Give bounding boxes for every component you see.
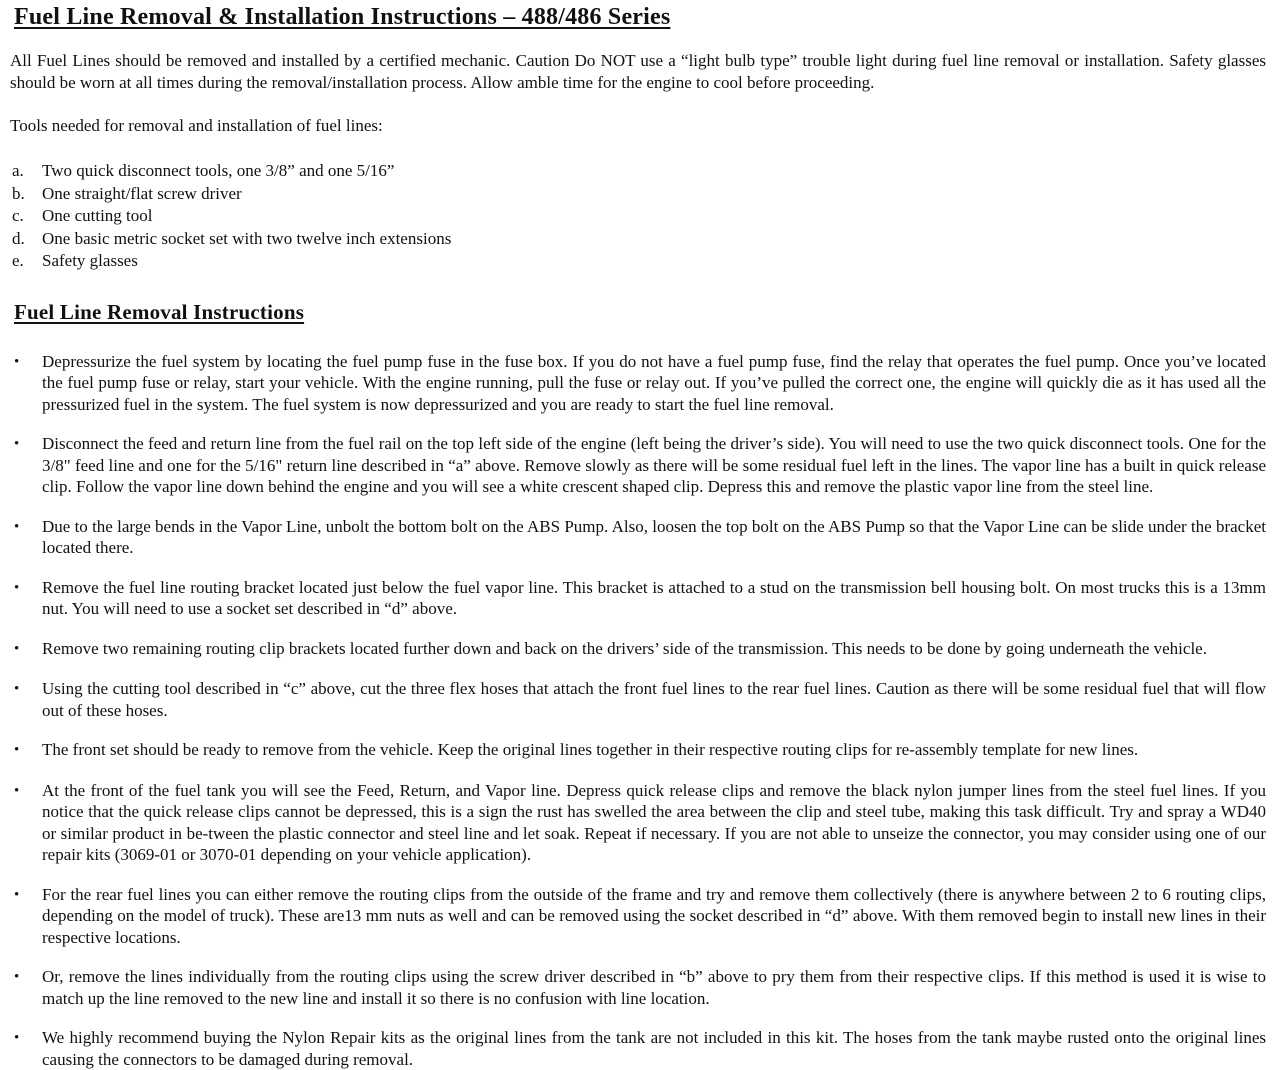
step-text: Remove the fuel line routing bracket located just below the fuel vapor line. This bracket is attached to a stud on the transmission bell housing bolt. On most trucks this is a 13mm nut. You will need to use a socket set described in “d” above. <box>42 577 1266 620</box>
bullet-icon: • <box>14 966 42 1009</box>
step-list-item <box>14 780 1266 866</box>
tool-item-letter: a. <box>12 160 42 183</box>
step-text: For the rear fuel lines you can either remove the routing clips from the outside of the frame and try and remove them collectively (there is anywhere between 2 to 6 routing clips, depending on the model of truck). These are13 mm nuts as well and can be removed using the socket described in “d” above. With them removed begin to install new lines in their respective locations. <box>42 884 1266 949</box>
tools-heading: Tools needed for removal and installation of fuel lines: <box>10 115 1266 136</box>
document-title: Fuel Line Removal & Installation Instructions – 488/486 Series <box>14 4 1266 31</box>
bullet-icon: • <box>14 780 42 866</box>
tool-item-letter: b. <box>12 183 42 206</box>
tool-item-letter: e. <box>12 250 42 273</box>
step-text: We highly recommend buying the Nylon Repair kits as the original lines from the tank are not included in this kit. The hoses from the tank maybe rusted onto the original lines causing the connectors to be damaged during removal. <box>42 1027 1266 1070</box>
bullet-icon: • <box>14 884 42 949</box>
tool-item-text: One cutting tool <box>42 205 152 228</box>
tools-list <box>10 160 1266 273</box>
tool-item-text: One basic metric socket set with two twelve inch extensions <box>42 228 451 251</box>
step-list-item <box>14 1027 1266 1070</box>
step-list-item <box>14 638 1266 661</box>
tool-list-item <box>12 250 1266 273</box>
intro-paragraph: All Fuel Lines should be removed and installed by a certified mechanic. Caution Do NOT use a “light bulb type” trouble light during fuel line removal or installation. Safety glasses should be worn at all times during the removal/installation process. Allow amble time for the engine to cool before proceeding. <box>10 50 1266 93</box>
tool-item-text: Safety glasses <box>42 250 138 273</box>
step-text: Using the cutting tool described in “c” above, cut the three flex hoses that attach the front fuel lines to the rear fuel lines. Caution as there will be some residual fuel that will flow out of these hoses. <box>42 678 1266 721</box>
step-text: Remove two remaining routing clip brackets located further down and back on the drivers’ side of the transmission. This needs to be done by going underneath the vehicle. <box>42 638 1266 661</box>
step-list-item <box>14 739 1266 762</box>
bullet-icon: • <box>14 1027 42 1070</box>
step-text: Depressurize the fuel system by locating the fuel pump fuse in the fuse box. If you do not have a fuel pump fuse, find the relay that operates the fuel pump. Once you’ve located the fuel pump fuse or relay, start your vehicle. With the engine running, pull the fuse or relay out. If you’ve pulled the correct one, the engine will quickly die as it has used all the pressurized fuel in the system. The fuel system is now depressurized and you are ready to start the fuel line removal. <box>42 351 1266 416</box>
bullet-icon: • <box>14 351 42 416</box>
steps-list <box>10 351 1266 1070</box>
bullet-icon: • <box>14 678 42 721</box>
step-list-item <box>14 884 1266 949</box>
bullet-icon: • <box>14 516 42 559</box>
step-text: At the front of the fuel tank you will see the Feed, Return, and Vapor line. Depress quick release clips and remove the black nylon jumper lines from the steel fuel lines. If you notice that the quick release clips cannot be depressed, this is a sign the rust has swelled the area between the clip and steel tube, making this task difficult. Try and spray a WD40 or similar product in be-tween the plastic connector and steel line and let soak. Repeat if necessary. If you are not able to unseize the connector, you may consider using one of our repair kits (3069-01 or 3070-01 depending on your vehicle application). <box>42 780 1266 866</box>
step-list-item <box>14 516 1266 559</box>
bullet-icon: • <box>14 638 42 661</box>
tool-item-letter: d. <box>12 228 42 251</box>
step-list-item <box>14 577 1266 620</box>
bullet-icon: • <box>14 739 42 762</box>
section-heading-removal-instructions: Fuel Line Removal Instructions <box>14 300 1266 325</box>
step-list-item <box>14 351 1266 416</box>
step-text: The front set should be ready to remove from the vehicle. Keep the original lines together in their respective routing clips for re-assembly template for new lines. <box>42 739 1266 762</box>
tool-item-text: Two quick disconnect tools, one 3/8” and one 5/16” <box>42 160 394 183</box>
step-text: Disconnect the feed and return line from the fuel rail on the top left side of the engine (left being the driver’s side). You will need to use the two quick disconnect tools. One for the 3/8" feed line and one for the 5/16" return line described in “a” above. Remove slowly as there will be some residual fuel left in the lines. The vapor line has a built in quick release clip. Follow the vapor line down behind the engine and you will see a white crescent shaped clip. Depress this and remove the plastic vapor line from the steel line. <box>42 433 1266 498</box>
step-text: Or, remove the lines individually from the routing clips using the screw driver described in “b” above to pry them from their respective clips. If this method is used it is wise to match up the line removed to the new line and install it so there is no confusion with line location. <box>42 966 1266 1009</box>
bullet-icon: • <box>14 577 42 620</box>
step-text: Due to the large bends in the Vapor Line, unbolt the bottom bolt on the ABS Pump. Also, loosen the top bolt on the ABS Pump so that the Vapor Line can be slide under the bracket located there. <box>42 516 1266 559</box>
tool-list-item <box>12 160 1266 183</box>
tool-item-text: One straight/flat screw driver <box>42 183 242 206</box>
step-list-item <box>14 966 1266 1009</box>
step-list-item <box>14 433 1266 498</box>
tool-item-letter: c. <box>12 205 42 228</box>
tool-list-item <box>12 205 1266 228</box>
tool-list-item <box>12 228 1266 251</box>
step-list-item <box>14 678 1266 721</box>
tool-list-item <box>12 183 1266 206</box>
bullet-icon: • <box>14 433 42 498</box>
